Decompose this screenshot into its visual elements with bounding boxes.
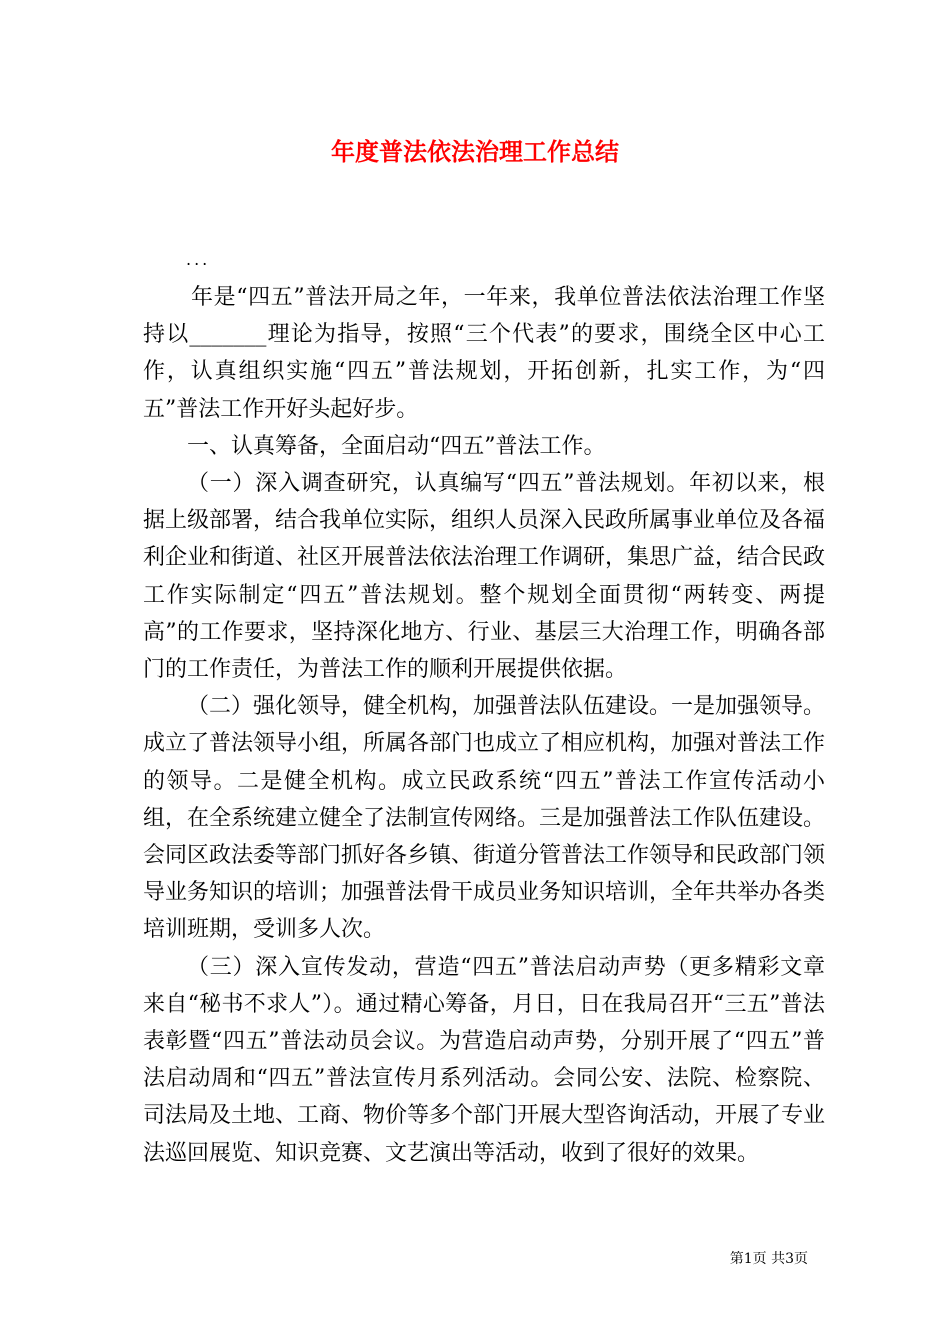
paragraph-intro: 年是“四五”普法开局之年，一年来，我单位普法依法治理工作坚持以_______理论为指导，按照“三个代表”的要求，围绕全区中心工作，认真组织实施“四五”普法规划，开拓创新，扎实工作，为“四五”普法工作开好头起好步。 bbox=[143, 285, 825, 422]
page-number: 第1页 共3页 bbox=[729, 1251, 808, 1267]
document-title: 年度普法依法治理工作总结 bbox=[331, 137, 619, 166]
paragraph-item-1: （一）深入调查研究，认真编写“四五”普法规划。年初以来，根据上级部署，结合我单位实际，组织人员深入民政所属事业单位及各福利企业和街道、社区开展普法依法治理工作调研，集思广益，结合民政工作实际制定“四五”普法规划。整个规划全面贯彻“两转变、两提高”的工作要求，坚持深化地方、行业、基层三大治理工作，明确各部门的工作责任，为普法工作的顺利开展提供依据。 bbox=[143, 471, 826, 683]
paragraph-item-2: （二）强化领导，健全机构，加强普法队伍建设。一是加强领导。成立了普法领导小组，所属各部门也成立了相应机构，加强对普法工作的领导。二是健全机构。成立民政系统“四五”普法工作宣传活动小组，在全系统建立健全了法制宣传网络。三是加强普法工作队伍建设。会同区政法委等部门抓好各乡镇、街道分管普法工作领导和民政部门领导业务知识的培训；加强普法骨干成员业务知识培训，全年共举办各类培训班期，受训多人次。 bbox=[143, 694, 826, 943]
ellipsis-marker: ... bbox=[186, 250, 211, 269]
section-heading-1: 一、认真筹备，全面启动“四五”普法工作。 bbox=[187, 433, 606, 459]
document-body bbox=[143, 279, 825, 1172]
paragraph-item-3: （三）深入宣传发动，营造“四五”普法启动声势（更多精彩文章来自“秘书不求人”）。通过精心筹备，月日，日在我局召开“三五”普法表彰暨“四五”普法动员会议。为营造启动声势，分别开展了“四五”普法启动周和“四五”普法宣传月系列活动。会同公安、法院、检察院、司法局及土地、工商、物价等多个部门开展大型咨询活动，开展了专业法巡回展览、知识竞赛、文艺演出等活动，收到了很好的效果。 bbox=[143, 954, 826, 1166]
